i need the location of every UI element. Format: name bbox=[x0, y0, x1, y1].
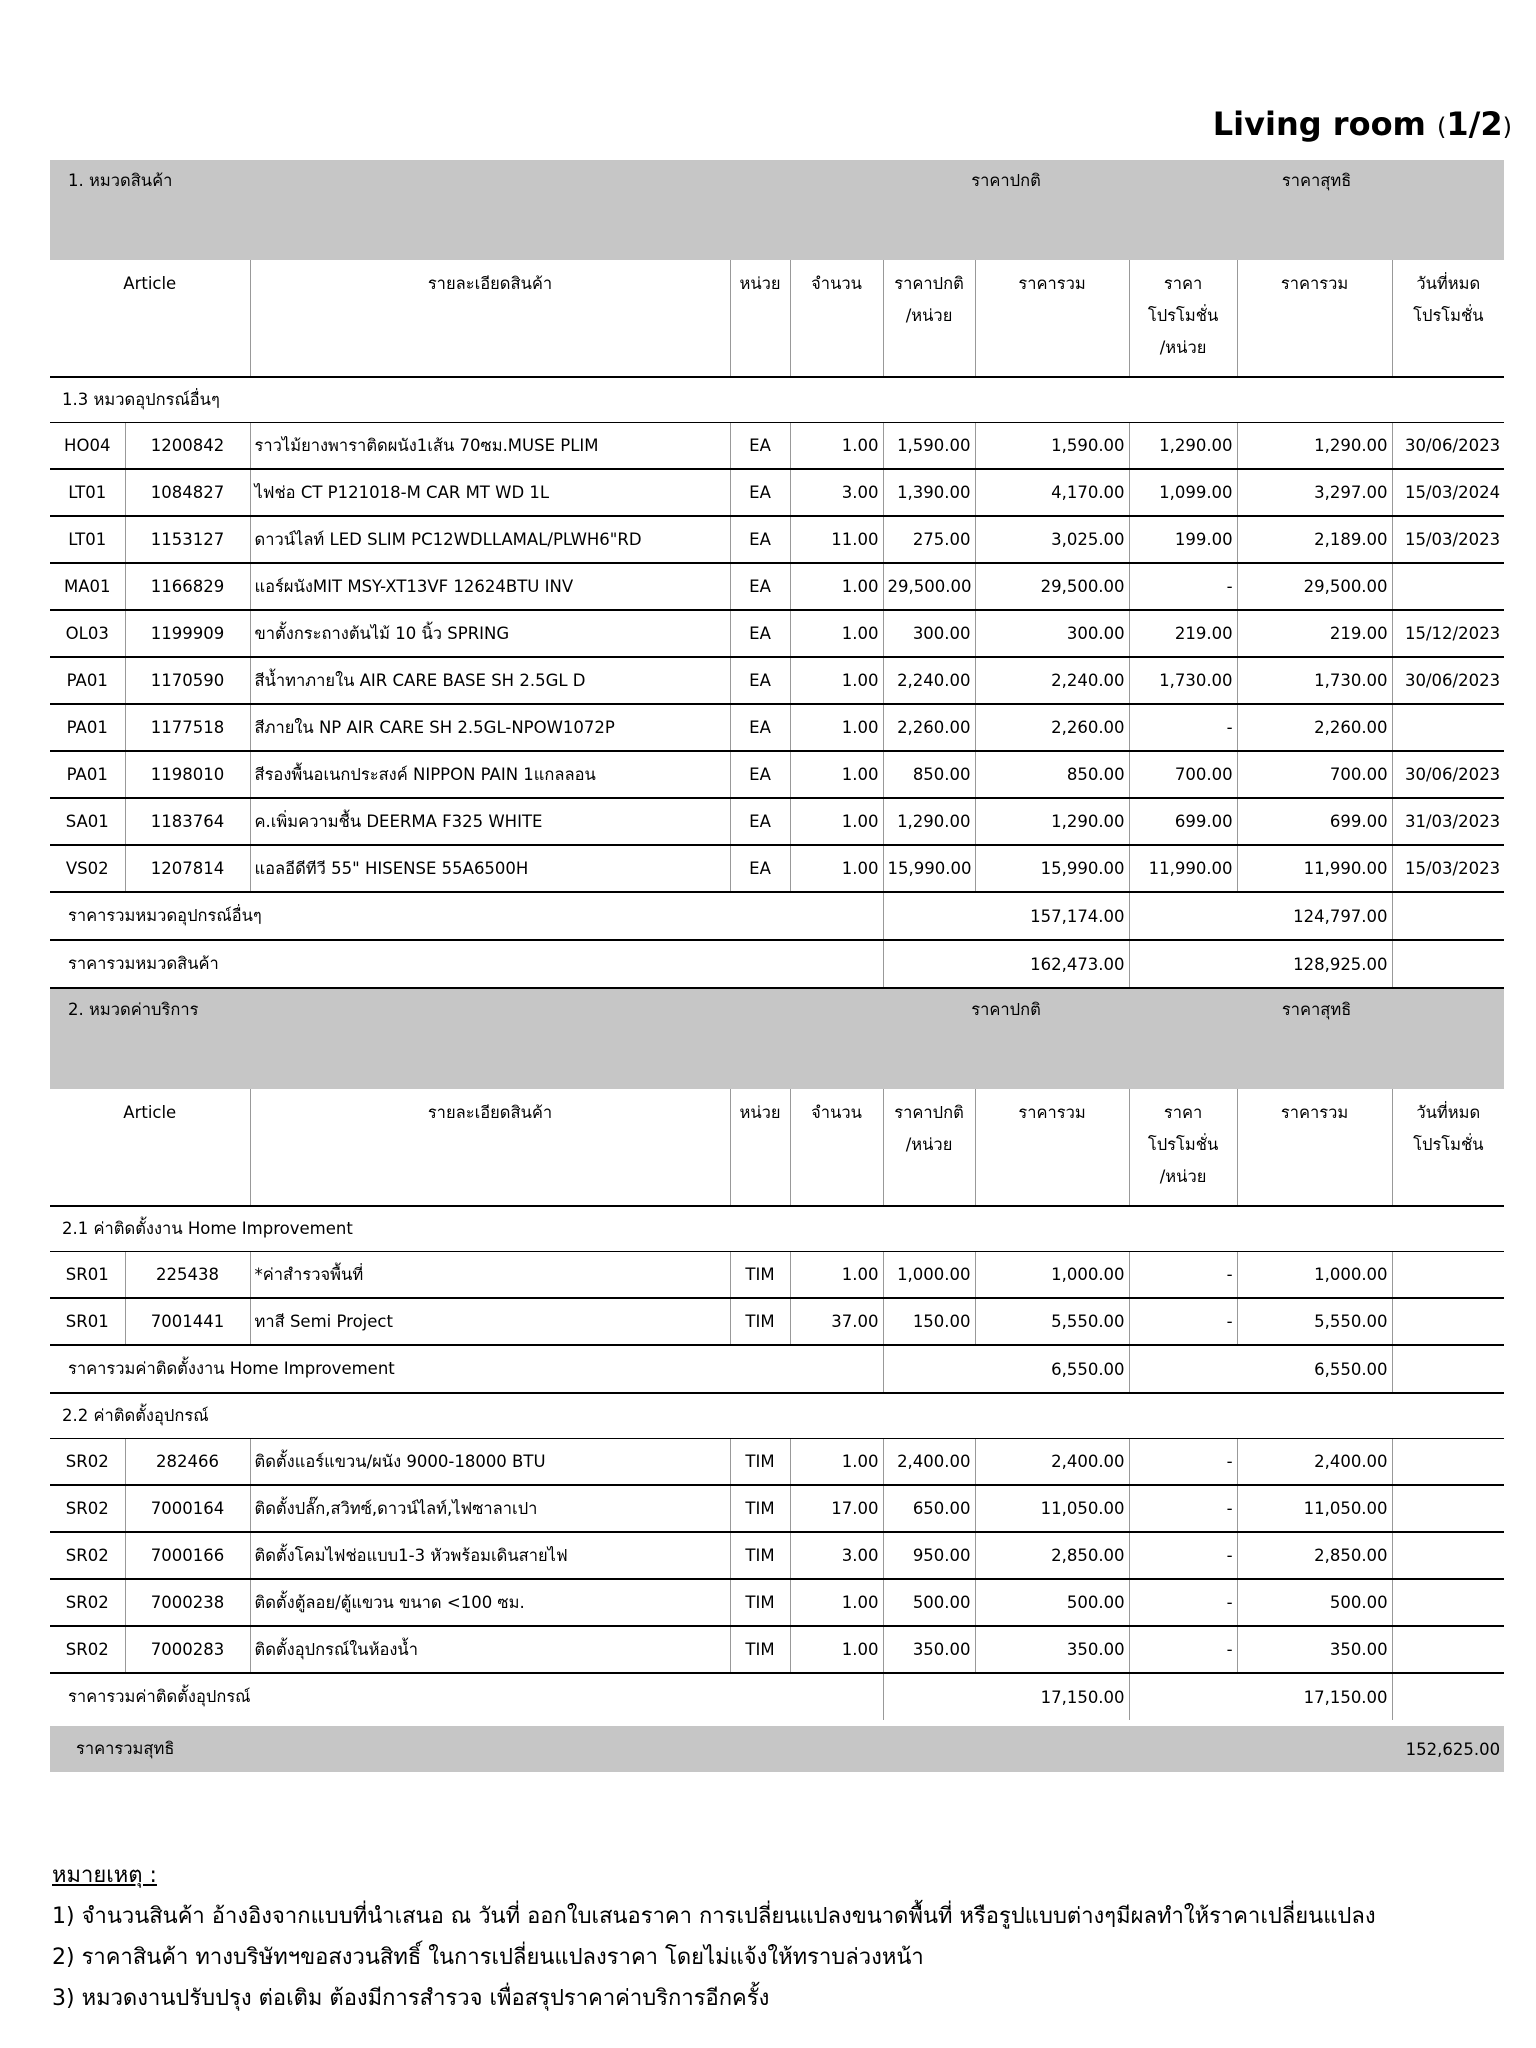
item-description: ติดตั้งอุปกรณ์ในห้องน้ำ bbox=[250, 1626, 730, 1673]
item-category: SR02 bbox=[50, 1626, 125, 1673]
item-net-total: 2,260.00 bbox=[1237, 704, 1392, 751]
item-qty: 1.00 bbox=[790, 798, 883, 845]
column-header-line: /หน่วย bbox=[1159, 338, 1207, 357]
item-total: 850.00 bbox=[975, 751, 1129, 798]
item-qty: 11.00 bbox=[790, 516, 883, 563]
item-description: ติดตั้งตู้ลอย/ตู้แขวน ขนาด <100 ซม. bbox=[250, 1579, 730, 1626]
item-total: 4,170.00 bbox=[975, 469, 1129, 516]
section-header-band bbox=[50, 988, 1504, 1089]
item-description: ค.เพิ่มความชื้น DEERMA F325 WHITE bbox=[250, 798, 730, 845]
item-net-total: 1,000.00 bbox=[1237, 1252, 1392, 1299]
item-unit: EA bbox=[730, 798, 790, 845]
item-unit: TIM bbox=[730, 1252, 790, 1299]
item-promo-price: 700.00 bbox=[1129, 751, 1237, 798]
item-category: SR02 bbox=[50, 1579, 125, 1626]
column-header-row bbox=[50, 1089, 1504, 1206]
item-promo-price: - bbox=[1129, 1439, 1237, 1486]
item-category: LT01 bbox=[50, 469, 125, 516]
item-promo-price: 11,990.00 bbox=[1129, 845, 1237, 892]
subtotal-row bbox=[50, 1673, 1504, 1723]
item-net-total: 2,189.00 bbox=[1237, 516, 1392, 563]
column-header-line: ราคา bbox=[1163, 1103, 1203, 1122]
subsection-header bbox=[50, 1206, 1504, 1252]
subsection-title: 2.2 ค่าติดตั้งอุปกรณ์ bbox=[50, 1393, 1504, 1439]
item-description: ไฟช่อ CT P121018-M CAR MT WD 1L bbox=[250, 469, 730, 516]
item-article: 1166829 bbox=[125, 563, 250, 610]
item-total: 1,000.00 bbox=[975, 1252, 1129, 1299]
subsection-header bbox=[50, 1393, 1504, 1439]
item-promo-price: - bbox=[1129, 1626, 1237, 1673]
subtotal-label: ราคารวมค่าติดตั้งงาน Home Improvement bbox=[50, 1345, 883, 1393]
item-net-total: 29,500.00 bbox=[1237, 563, 1392, 610]
item-description: *ค่าสำรวจพื้นที่ bbox=[250, 1252, 730, 1299]
section-total-empty bbox=[1392, 940, 1504, 988]
item-promo-end bbox=[1392, 1485, 1504, 1532]
item-total: 29,500.00 bbox=[975, 563, 1129, 610]
item-article: 225438 bbox=[125, 1252, 250, 1299]
item-net-total: 500.00 bbox=[1237, 1579, 1392, 1626]
item-total: 1,290.00 bbox=[975, 798, 1129, 845]
item-net-total: 1,290.00 bbox=[1237, 423, 1392, 470]
item-promo-end bbox=[1392, 1439, 1504, 1486]
table-row bbox=[50, 751, 1504, 798]
section-total-label: ราคารวมหมวดสินค้า bbox=[50, 940, 883, 988]
item-description: ขาตั้งกระถางต้นไม้ 10 นิ้ว SPRING bbox=[250, 610, 730, 657]
col-header-promo-price bbox=[1129, 1089, 1237, 1206]
item-qty: 3.00 bbox=[790, 1532, 883, 1579]
item-description: สีรองพื้นอเนกประสงค์ NIPPON PAIN 1แกลลอน bbox=[250, 751, 730, 798]
table-row bbox=[50, 1252, 1504, 1299]
item-article: 1200842 bbox=[125, 423, 250, 470]
note-item: 1) จำนวนสินค้า อ้างอิงจากแบบที่นำเสนอ ณ วันที่ ออกใบเสนอราคา การเปลี่ยนแปลงขนาดพื้นที่ หรือรูปแบบต่างๆมีผลทำให้ราคาเปลี่ยนแปลง bbox=[52, 1904, 1376, 1929]
item-promo-end bbox=[1392, 1532, 1504, 1579]
table-row bbox=[50, 1485, 1504, 1532]
column-header-line: โปรโมชั่น bbox=[1413, 1135, 1484, 1154]
subsection-header bbox=[50, 377, 1504, 423]
column-header-row bbox=[50, 260, 1504, 377]
item-article: 7000283 bbox=[125, 1626, 250, 1673]
item-category: SA01 bbox=[50, 798, 125, 845]
item-article: 1183764 bbox=[125, 798, 250, 845]
subtotal-normal: 17,150.00 bbox=[883, 1673, 1129, 1723]
item-unit-price: 650.00 bbox=[883, 1485, 975, 1532]
item-qty: 37.00 bbox=[790, 1298, 883, 1345]
page-title-text: Living room bbox=[1212, 105, 1426, 143]
item-promo-end bbox=[1392, 563, 1504, 610]
item-unit: TIM bbox=[730, 1298, 790, 1345]
item-unit-price: 29,500.00 bbox=[883, 563, 975, 610]
table-row bbox=[50, 423, 1504, 470]
item-promo-price: 219.00 bbox=[1129, 610, 1237, 657]
notes-section bbox=[52, 1855, 1376, 2019]
column-header-line: /หน่วย bbox=[905, 1135, 953, 1154]
section-header-band bbox=[50, 160, 1504, 260]
item-category: PA01 bbox=[50, 751, 125, 798]
item-category: PA01 bbox=[50, 704, 125, 751]
item-promo-price: - bbox=[1129, 1252, 1237, 1299]
item-description: ทาสี Semi Project bbox=[250, 1298, 730, 1345]
item-promo-end bbox=[1392, 704, 1504, 751]
col-header-qty: จำนวน bbox=[790, 1089, 883, 1206]
item-promo-end bbox=[1392, 1626, 1504, 1673]
item-promo-price: 199.00 bbox=[1129, 516, 1237, 563]
item-unit: EA bbox=[730, 657, 790, 704]
notes-heading: หมายเหตุ : bbox=[52, 1863, 157, 1888]
subtotal-row bbox=[50, 892, 1504, 940]
col-header-net-total: ราคารวม bbox=[1237, 260, 1392, 377]
item-article: 1198010 bbox=[125, 751, 250, 798]
item-net-total: 2,850.00 bbox=[1237, 1532, 1392, 1579]
col-header-normal-price bbox=[883, 260, 975, 377]
item-unit: TIM bbox=[730, 1579, 790, 1626]
item-unit: EA bbox=[730, 469, 790, 516]
grand-total-label: ราคารวมสุทธิ bbox=[50, 1723, 1129, 1772]
item-promo-price: - bbox=[1129, 704, 1237, 751]
item-qty: 1.00 bbox=[790, 704, 883, 751]
item-unit-price: 300.00 bbox=[883, 610, 975, 657]
page-title: Living room (1/2) bbox=[1212, 105, 1512, 143]
item-article: 7000164 bbox=[125, 1485, 250, 1532]
item-promo-end: 15/12/2023 bbox=[1392, 610, 1504, 657]
section-total-normal: 162,473.00 bbox=[883, 940, 1129, 988]
item-net-total: 350.00 bbox=[1237, 1626, 1392, 1673]
item-description: ดาวน์ไลท์ LED SLIM PC12WDLLAMAL/PLWH6"RD bbox=[250, 516, 730, 563]
section-title: 2. หมวดค่าบริการ bbox=[50, 988, 883, 1089]
item-qty: 1.00 bbox=[790, 657, 883, 704]
item-net-total: 1,730.00 bbox=[1237, 657, 1392, 704]
item-unit-price: 1,290.00 bbox=[883, 798, 975, 845]
col-header-normal-price bbox=[883, 1089, 975, 1206]
item-unit-price: 850.00 bbox=[883, 751, 975, 798]
item-unit: TIM bbox=[730, 1532, 790, 1579]
col-header-description: รายละเอียดสินค้า bbox=[250, 1089, 730, 1206]
item-unit-price: 2,260.00 bbox=[883, 704, 975, 751]
item-net-total: 5,550.00 bbox=[1237, 1298, 1392, 1345]
item-description: ติดตั้งปลั๊ก,สวิทซ์,ดาวน์ไลท์,ไฟซาลาเปา bbox=[250, 1485, 730, 1532]
item-unit: TIM bbox=[730, 1485, 790, 1532]
item-article: 7001441 bbox=[125, 1298, 250, 1345]
item-qty: 3.00 bbox=[790, 469, 883, 516]
subtotal-normal: 157,174.00 bbox=[883, 892, 1129, 940]
item-promo-end bbox=[1392, 1252, 1504, 1299]
item-article: 7000166 bbox=[125, 1532, 250, 1579]
column-header-line: ราคาปกติ bbox=[894, 1103, 964, 1122]
item-article: 1177518 bbox=[125, 704, 250, 751]
item-unit-price: 1,390.00 bbox=[883, 469, 975, 516]
item-description: สีน้ำทาภายใน AIR CARE BASE SH 2.5GL D bbox=[250, 657, 730, 704]
item-promo-price: 1,730.00 bbox=[1129, 657, 1237, 704]
item-total: 11,050.00 bbox=[975, 1485, 1129, 1532]
item-unit-price: 150.00 bbox=[883, 1298, 975, 1345]
item-promo-end bbox=[1392, 1579, 1504, 1626]
table-row bbox=[50, 469, 1504, 516]
subtotal-net: 6,550.00 bbox=[1129, 1345, 1392, 1393]
col-header-unit: หน่วย bbox=[730, 260, 790, 377]
item-unit-price: 15,990.00 bbox=[883, 845, 975, 892]
item-unit-price: 2,240.00 bbox=[883, 657, 975, 704]
item-qty: 1.00 bbox=[790, 1252, 883, 1299]
item-category: SR02 bbox=[50, 1532, 125, 1579]
item-net-total: 219.00 bbox=[1237, 610, 1392, 657]
item-promo-price: - bbox=[1129, 1532, 1237, 1579]
subtotal-label: ราคารวมค่าติดตั้งอุปกรณ์ bbox=[50, 1673, 883, 1723]
item-promo-end: 30/06/2023 bbox=[1392, 423, 1504, 470]
item-article: 1207814 bbox=[125, 845, 250, 892]
item-promo-price: 1,099.00 bbox=[1129, 469, 1237, 516]
table-row bbox=[50, 1626, 1504, 1673]
table-row bbox=[50, 657, 1504, 704]
item-unit: TIM bbox=[730, 1439, 790, 1486]
item-promo-end: 15/03/2023 bbox=[1392, 845, 1504, 892]
col-header-promo-end bbox=[1392, 260, 1504, 377]
item-promo-price: - bbox=[1129, 1579, 1237, 1626]
grand-total-value: 152,625.00 bbox=[1129, 1723, 1504, 1772]
table-row bbox=[50, 1439, 1504, 1486]
item-total: 350.00 bbox=[975, 1626, 1129, 1673]
item-net-total: 11,990.00 bbox=[1237, 845, 1392, 892]
item-qty: 1.00 bbox=[790, 1439, 883, 1486]
band-net-price: ราคาสุทธิ bbox=[1129, 988, 1504, 1089]
item-total: 300.00 bbox=[975, 610, 1129, 657]
item-description: ติดตั้งแอร์แขวน/ผนัง 9000-18000 BTU bbox=[250, 1439, 730, 1486]
item-promo-end: 15/03/2023 bbox=[1392, 516, 1504, 563]
item-category: PA01 bbox=[50, 657, 125, 704]
item-unit: EA bbox=[730, 516, 790, 563]
item-unit: EA bbox=[730, 845, 790, 892]
item-category: SR01 bbox=[50, 1252, 125, 1299]
col-header-article: Article bbox=[123, 274, 177, 293]
subtotal-label: ราคารวมหมวดอุปกรณ์อื่นๆ bbox=[50, 892, 883, 940]
item-article: 1153127 bbox=[125, 516, 250, 563]
column-header-line: ราคาปกติ bbox=[894, 274, 964, 293]
item-unit: EA bbox=[730, 751, 790, 798]
item-unit-price: 350.00 bbox=[883, 1626, 975, 1673]
column-header-line: วันที่หมด bbox=[1416, 274, 1481, 293]
item-qty: 1.00 bbox=[790, 563, 883, 610]
item-net-total: 699.00 bbox=[1237, 798, 1392, 845]
subtotal-empty bbox=[1392, 1673, 1504, 1723]
item-article: 1170590 bbox=[125, 657, 250, 704]
item-total: 1,590.00 bbox=[975, 423, 1129, 470]
item-total: 15,990.00 bbox=[975, 845, 1129, 892]
item-promo-end: 31/03/2023 bbox=[1392, 798, 1504, 845]
item-promo-price: - bbox=[1129, 1298, 1237, 1345]
item-total: 3,025.00 bbox=[975, 516, 1129, 563]
grand-total-row bbox=[50, 1723, 1504, 1772]
item-total: 2,850.00 bbox=[975, 1532, 1129, 1579]
column-header-line: /หน่วย bbox=[905, 306, 953, 325]
item-article: 282466 bbox=[125, 1439, 250, 1486]
item-total: 5,550.00 bbox=[975, 1298, 1129, 1345]
item-article: 7000238 bbox=[125, 1579, 250, 1626]
column-header-line: โปรโมชั่น bbox=[1147, 306, 1219, 325]
table-row bbox=[50, 704, 1504, 751]
item-category: MA01 bbox=[50, 563, 125, 610]
item-category: SR01 bbox=[50, 1298, 125, 1345]
item-description: ราวไม้ยางพาราติดผนัง1เส้น 70ซม.MUSE PLIM bbox=[250, 423, 730, 470]
item-qty: 1.00 bbox=[790, 610, 883, 657]
item-unit-price: 1,000.00 bbox=[883, 1252, 975, 1299]
item-unit-price: 950.00 bbox=[883, 1532, 975, 1579]
item-net-total: 11,050.00 bbox=[1237, 1485, 1392, 1532]
table-row bbox=[50, 798, 1504, 845]
item-total: 2,240.00 bbox=[975, 657, 1129, 704]
item-total: 2,400.00 bbox=[975, 1439, 1129, 1486]
item-unit-price: 2,400.00 bbox=[883, 1439, 975, 1486]
section-total-row bbox=[50, 940, 1504, 988]
item-unit: EA bbox=[730, 423, 790, 470]
subtotal-net: 17,150.00 bbox=[1129, 1673, 1392, 1723]
item-promo-end: 30/06/2023 bbox=[1392, 751, 1504, 798]
quotation-table bbox=[50, 160, 1504, 1772]
item-unit: EA bbox=[730, 610, 790, 657]
item-description: สีภายใน NP AIR CARE SH 2.5GL-NPOW1072P bbox=[250, 704, 730, 751]
item-unit-price: 1,590.00 bbox=[883, 423, 975, 470]
subtotal-normal: 6,550.00 bbox=[883, 1345, 1129, 1393]
column-header-line: ราคา bbox=[1163, 274, 1203, 293]
item-qty: 1.00 bbox=[790, 845, 883, 892]
col-header-total: ราคารวม bbox=[975, 260, 1129, 377]
item-total: 500.00 bbox=[975, 1579, 1129, 1626]
col-header-description: รายละเอียดสินค้า bbox=[250, 260, 730, 377]
table-row bbox=[50, 1532, 1504, 1579]
table-row bbox=[50, 516, 1504, 563]
note-item: 3) หมวดงานปรับปรุง ต่อเติม ต้องมีการสำรวจ เพื่อสรุปราคาค่าบริการอีกครั้ง bbox=[52, 1986, 770, 2011]
table-row bbox=[50, 563, 1504, 610]
item-net-total: 3,297.00 bbox=[1237, 469, 1392, 516]
item-category: SR02 bbox=[50, 1485, 125, 1532]
subtotal-empty bbox=[1392, 892, 1504, 940]
item-unit-price: 500.00 bbox=[883, 1579, 975, 1626]
section-title: 1. หมวดสินค้า bbox=[50, 160, 883, 260]
item-description: แอลอีดีทีวี 55" HISENSE 55A6500H bbox=[250, 845, 730, 892]
col-header-promo-end bbox=[1392, 1089, 1504, 1206]
col-header-qty: จำนวน bbox=[790, 260, 883, 377]
item-category: VS02 bbox=[50, 845, 125, 892]
subsection-title: 2.1 ค่าติดตั้งงาน Home Improvement bbox=[50, 1206, 1504, 1252]
item-category: SR02 bbox=[50, 1439, 125, 1486]
item-promo-price: - bbox=[1129, 1485, 1237, 1532]
item-unit: TIM bbox=[730, 1626, 790, 1673]
item-unit-price: 275.00 bbox=[883, 516, 975, 563]
item-qty: 17.00 bbox=[790, 1485, 883, 1532]
note-item: 2) ราคาสินค้า ทางบริษัทฯขอสงวนสิทธิ์ ในการเปลี่ยนแปลงราคา โดยไม่แจ้งให้ทราบล่วงหน้า bbox=[52, 1945, 924, 1970]
item-category: OL03 bbox=[50, 610, 125, 657]
item-description: แอร์ผนังMIT MSY-XT13VF 12624BTU INV bbox=[250, 563, 730, 610]
item-promo-end bbox=[1392, 1298, 1504, 1345]
col-header-net-total: ราคารวม bbox=[1237, 1089, 1392, 1206]
table-row bbox=[50, 1579, 1504, 1626]
column-header-line: โปรโมชั่น bbox=[1413, 306, 1484, 325]
item-qty: 1.00 bbox=[790, 751, 883, 798]
item-net-total: 700.00 bbox=[1237, 751, 1392, 798]
col-header-article: Article bbox=[123, 1103, 177, 1122]
item-qty: 1.00 bbox=[790, 1626, 883, 1673]
item-promo-price: - bbox=[1129, 563, 1237, 610]
item-promo-price: 1,290.00 bbox=[1129, 423, 1237, 470]
section-total-net: 128,925.00 bbox=[1129, 940, 1392, 988]
table-row bbox=[50, 1298, 1504, 1345]
item-category: HO04 bbox=[50, 423, 125, 470]
column-header-line: /หน่วย bbox=[1159, 1167, 1207, 1186]
band-normal-price: ราคาปกติ bbox=[883, 160, 1129, 260]
subtotal-row bbox=[50, 1345, 1504, 1393]
table-row bbox=[50, 845, 1504, 892]
subsection-title: 1.3 หมวดอุปกรณ์อื่นๆ bbox=[50, 377, 1504, 423]
col-header-promo-price bbox=[1129, 260, 1237, 377]
item-article: 1084827 bbox=[125, 469, 250, 516]
item-promo-end: 30/06/2023 bbox=[1392, 657, 1504, 704]
band-normal-price: ราคาปกติ bbox=[883, 988, 1129, 1089]
item-article: 1199909 bbox=[125, 610, 250, 657]
item-unit: EA bbox=[730, 563, 790, 610]
band-net-price: ราคาสุทธิ bbox=[1129, 160, 1504, 260]
col-header-unit: หน่วย bbox=[730, 1089, 790, 1206]
page-number: 1/2 bbox=[1446, 105, 1503, 143]
item-unit: EA bbox=[730, 704, 790, 751]
subtotal-net: 124,797.00 bbox=[1129, 892, 1392, 940]
subtotal-empty bbox=[1392, 1345, 1504, 1393]
item-description: ติดตั้งโคมไฟช่อแบบ1-3 หัวพร้อมเดินสายไฟ bbox=[250, 1532, 730, 1579]
column-header-line: วันที่หมด bbox=[1416, 1103, 1481, 1122]
item-qty: 1.00 bbox=[790, 423, 883, 470]
item-category: LT01 bbox=[50, 516, 125, 563]
column-header-line: โปรโมชั่น bbox=[1147, 1135, 1219, 1154]
table-row bbox=[50, 610, 1504, 657]
item-promo-price: 699.00 bbox=[1129, 798, 1237, 845]
item-promo-end: 15/03/2024 bbox=[1392, 469, 1504, 516]
col-header-total: ราคารวม bbox=[975, 1089, 1129, 1206]
quotation-sheet bbox=[50, 160, 1504, 1772]
item-net-total: 2,400.00 bbox=[1237, 1439, 1392, 1486]
item-total: 2,260.00 bbox=[975, 704, 1129, 751]
item-qty: 1.00 bbox=[790, 1579, 883, 1626]
